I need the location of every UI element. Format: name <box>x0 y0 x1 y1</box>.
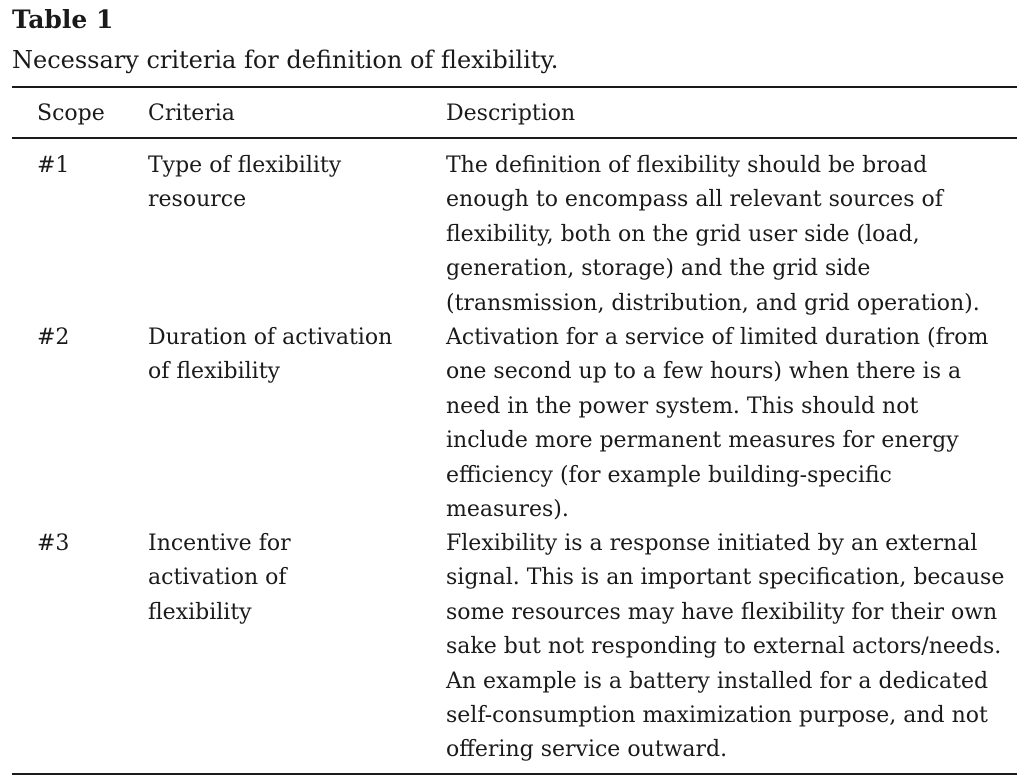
criteria-cell <box>148 149 428 218</box>
description-cell <box>446 149 1006 321</box>
description-cell <box>446 321 1006 527</box>
description-line: signal. This is an important specification, because <box>446 565 1005 591</box>
scope-value: #2 <box>37 325 70 350</box>
criteria-line: Incentive for <box>148 531 291 556</box>
description-line: some resources may have flexibility for their own <box>446 599 998 625</box>
description-line: (transmission, distribution, and grid operation). <box>446 290 980 316</box>
scope-value: #1 <box>37 153 70 178</box>
description-line: generation, storage) and the grid side <box>446 256 871 282</box>
description-line: efficiency (for example building-specific <box>446 462 892 488</box>
description-line: An example is a battery installed for a dedicated <box>446 668 989 694</box>
criteria-cell <box>148 527 428 630</box>
description-line: offering service outward. <box>446 737 728 763</box>
criteria-cell <box>148 321 428 390</box>
table-caption: Necessary criteria for definition of flexibility. <box>12 46 559 74</box>
description-line: flexibility, both on the grid user side (load, <box>446 221 920 247</box>
criteria-line: flexibility <box>148 599 252 625</box>
description-line: The definition of flexibility should be broad <box>446 153 928 178</box>
criteria-line: resource <box>148 187 247 213</box>
criteria-line: of flexibility <box>148 359 280 385</box>
criteria-line: Duration of activation <box>148 325 393 350</box>
scope-cell <box>37 527 127 561</box>
header-rule <box>12 137 1017 139</box>
description-cell <box>446 527 1006 768</box>
scope-cell <box>37 149 127 183</box>
description-line: need in the power system. This should not <box>446 393 919 419</box>
description-line: Activation for a service of limited duration (from <box>446 325 989 350</box>
criteria-line: activation of <box>148 565 287 591</box>
scope-cell <box>37 321 127 355</box>
description-line: enough to encompass all relevant sources of <box>446 187 943 213</box>
header-scope: Scope <box>37 101 105 126</box>
table-label: Table 1 <box>12 5 114 34</box>
header-description: Description <box>446 101 576 126</box>
description-line: self-consumption maximization purpose, and not <box>446 703 988 729</box>
bottom-rule <box>12 773 1017 775</box>
criteria-line: Type of flexibility <box>148 153 342 178</box>
header-criteria: Criteria <box>148 101 235 126</box>
top-rule <box>12 86 1017 88</box>
description-line: measures). <box>446 497 569 523</box>
description-line: one second up to a few hours) when there is a <box>446 359 962 385</box>
description-line: include more permanent measures for energy <box>446 428 959 454</box>
scope-value: #3 <box>37 531 70 556</box>
description-line: Flexibility is a response initiated by an external <box>446 531 978 556</box>
description-line: sake but not responding to external actors/needs. <box>446 634 1002 660</box>
